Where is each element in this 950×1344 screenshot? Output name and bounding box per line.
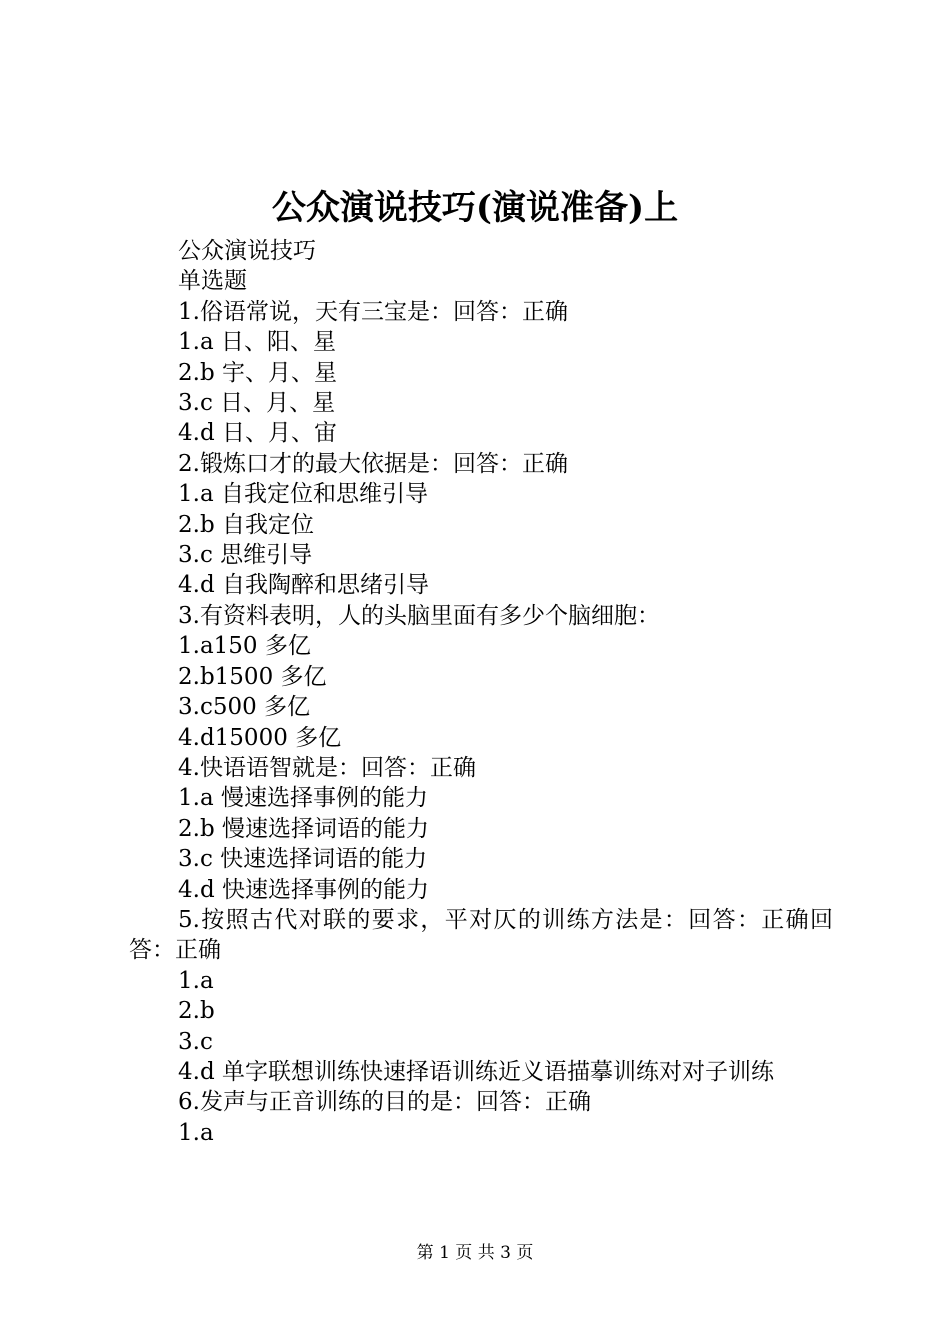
option: 3.c500 多亿	[178, 694, 311, 721]
question: 1.俗语常说，天有三宝是：回答：正确	[178, 298, 568, 325]
option: 4.d15000 多亿	[178, 724, 342, 751]
page-footer: 第 1 页 共 3 页	[416, 1243, 534, 1263]
question: 4.快语语智就是：回答：正确	[178, 754, 476, 781]
option: 3.c	[178, 1028, 213, 1055]
option: 3.c 日、月、星	[178, 390, 336, 417]
option: 2.b 慢速选择词语的能力	[178, 815, 429, 842]
option: 4.d 自我陶醉和思绪引导	[178, 572, 429, 599]
paragraph: 单选题	[178, 268, 247, 295]
option: 1.a 自我定位和思维引导	[178, 481, 428, 508]
option: 2.b	[178, 998, 215, 1025]
question: 5.按照古代对联的要求，平对仄的训练方法是：回答：正确回答：正确	[129, 906, 833, 964]
option: 3.c 快速选择词语的能力	[178, 846, 428, 873]
paragraph: 公众演说技巧	[178, 238, 316, 264]
option: 3.c 思维引导	[178, 542, 313, 569]
option: 1.a	[178, 967, 214, 994]
document-title: 公众演说技巧(演说准备)上	[271, 188, 679, 228]
option: 1.a150 多亿	[178, 633, 311, 660]
option: 4.d 单字联想训练快速择语训练近义语描摹训练对对子训练	[178, 1058, 774, 1085]
option: 1.a	[178, 1119, 214, 1146]
option: 1.a 慢速选择事例的能力	[178, 785, 428, 812]
question: 2.锻炼口才的最大依据是：回答：正确	[178, 450, 568, 477]
document-body	[129, 236, 833, 1148]
option: 2.b 宇、月、星	[178, 359, 337, 386]
option: 4.d 日、月、宙	[178, 420, 337, 447]
question: 3.有资料表明，人的头脑里面有多少个脑细胞：	[178, 602, 660, 629]
option: 1.a 日、阳、星	[178, 329, 336, 356]
option: 2.b 自我定位	[178, 511, 314, 538]
option: 4.d 快速选择事例的能力	[178, 876, 429, 903]
question: 6.发声与正音训练的目的是：回答：正确	[178, 1089, 591, 1116]
option: 2.b1500 多亿	[178, 663, 327, 690]
